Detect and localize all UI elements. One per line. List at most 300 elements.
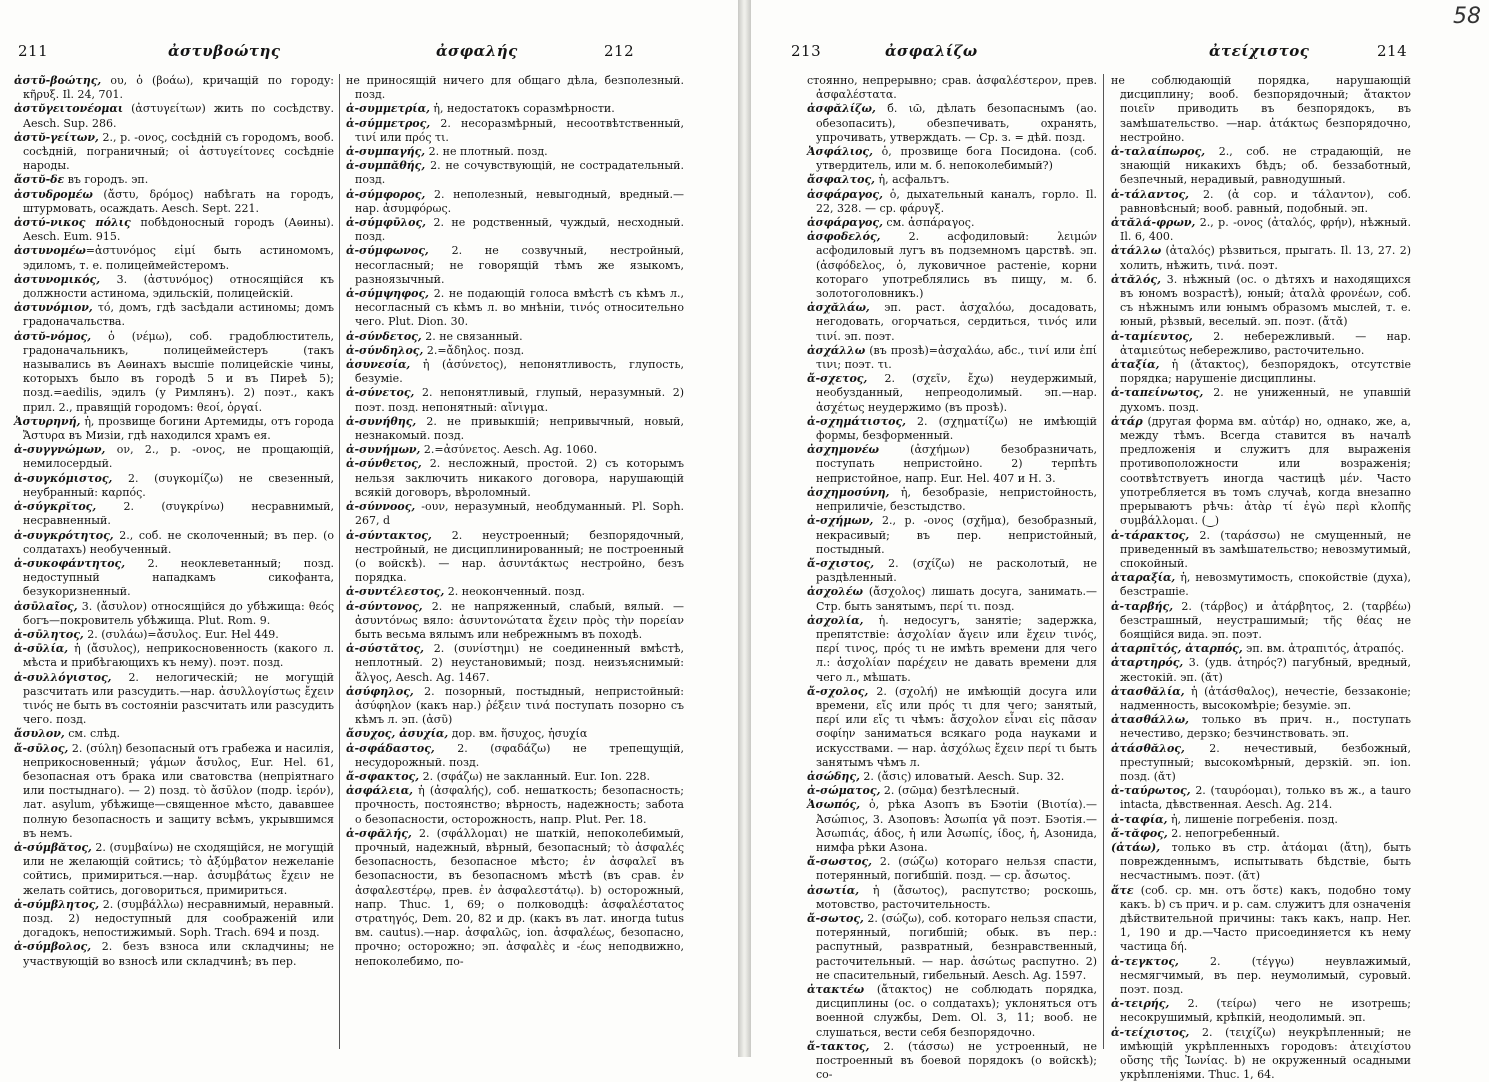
entry-definition: 2. небережливый. — нар. ἀταμιεύτως небережливо, расточительно. — [1120, 329, 1411, 357]
entry-headword: ἀ-σύμφωνος, — [346, 244, 429, 258]
entry-headword: ἀσώδης, — [807, 769, 860, 783]
entry-definition: 2. несоразмѣрный, несоотвѣтственный, τινί или πρός τι. — [355, 116, 684, 144]
entry-headword: ἀ-συνήμων, — [346, 443, 421, 457]
dictionary-entry — [14, 500, 334, 528]
entry-definition: (другая форма вм. αὐτάρ) но, однако, же, а, между тѣмъ. Всегда ставится въ началѣ предложенія и служитъ для выраженія противоположности или возраженія; соотвѣтствуетъ иногда частицѣ μέν. Часто употребляется въ томъ случаѣ, когда внезапно прерываютъ рѣчь: ἀτὰρ τί ἐγὼ περὶ κλοπῆς συμβάλλομαι. (‿) — [1120, 414, 1411, 528]
guide-word: ἀτείχιστος — [1209, 42, 1310, 60]
entry-headword: ἅτε — [1111, 883, 1134, 897]
entry-headword: ἀ-συλλόγιστος, — [14, 670, 112, 684]
entry-headword: ἀστῠ-νόμος, — [14, 329, 92, 343]
entry-definition: 2. неоконченный. позд. — [444, 585, 585, 599]
entry-definition: не соблюдающій порядка, нарушающій дисциплину; вооб. безпорядочный; ἄτακτον ποιεῖν приводить въ безпорядокъ, въ замѣшательство. —нар. ἀτάκτως безпорядочно, нестройно. — [1111, 74, 1411, 144]
dictionary-entry — [1111, 216, 1411, 244]
dictionary-entry — [1111, 273, 1411, 330]
dictionary-entry — [346, 74, 684, 102]
entry-definition: ἡ, невозмутимость, спокойствіе (духа), безстрашіе. — [1120, 571, 1411, 599]
entry-definition: 2. (τέγγω) неувлажимый, несмягчимый, въ пер. неумолимый, суровый. поэт. позд. — [1120, 954, 1411, 996]
entry-definition: 2. (συμβαίνω) не сходящійся, не могущій или не желающій сойтись; τὸ ἀξύμβατον нежеланіе сойтись, примириться.—нар. ἀσυμβάτως ἔχειν не желать сойтись, договориться, примириться. — [23, 840, 334, 897]
column-divider — [1103, 74, 1104, 1049]
dictionary-entry — [807, 301, 1097, 344]
dictionary-entry — [14, 188, 334, 216]
entry-headword: ἀ-ταλαίπωρος, — [1111, 145, 1206, 159]
dictionary-entry — [807, 1040, 1097, 1082]
dictionary-column — [807, 74, 1097, 1082]
entry-definition: 2. (τειχίζω) неукрѣпленный; не имѣющій укрѣпленныхъ городовъ: ἀτειχίστου οὔσης τῆς Ἰωνίας. b) не окруженный осадными укрѣпленіями. Thuc. 1, 64. — [1120, 1025, 1411, 1082]
entry-headword: ἄ-σφακτος, — [346, 769, 420, 783]
entry-definition: 2. безъ взноса или складчины; не участвующій во взносѣ или складчинѣ; въ пер. — [23, 940, 334, 968]
dictionary-entry — [807, 344, 1097, 372]
entry-headword: ἀ-σύστᾰτος, — [346, 642, 425, 656]
dictionary-entry — [1111, 713, 1411, 741]
entry-headword: ἀ-σύνετος, — [346, 386, 415, 400]
entry-headword: ἀ-σύνδηλος, — [346, 343, 424, 357]
entry-headword: ἀταξία, — [1111, 358, 1160, 372]
entry-definition: 2. (συγκομίζω) не свезенный, неубранный: καρπός. — [23, 471, 334, 499]
dictionary-entry — [14, 557, 334, 600]
dictionary-entry — [14, 330, 334, 415]
dictionary-column — [14, 74, 334, 1049]
dictionary-entry — [346, 529, 684, 586]
entry-definition: 2. нелогическій; не могущій разсчитать или разсудить.—нар. ἀσυλλογίστως ἔχειν τινός не быть въ состояніи разсчитать или разсудить чего. позд. — [23, 670, 334, 727]
entry-definition: 2. (συνίστημι) не соединенный вмѣстѣ, неплотный. 2) неустановимый; позд. неизъяснимый: ἄλγος, Aesch. Ag. 1467. — [355, 642, 684, 684]
entry-definition: ἡ. недосугъ, занятіе; задержка, препятствіе: ἀσχολίαν ἄγειν или ἔχειν τινός, περί τινος, πρός τι не имѣть времени для чего л.: ἀσχολίαν παρέχειν не давать времени для чего л., мѣшать. — [816, 613, 1097, 684]
entry-headword: ἀ-συντέλεστος, — [346, 585, 445, 599]
entry-definition: побѣдоносный городъ (Аѳины). Aesch. Eum. 915. — [23, 216, 334, 244]
book-gutter — [738, 0, 751, 1057]
dictionary-entry — [346, 415, 684, 443]
entry-definition: 2. не плотный. позд. — [425, 145, 548, 159]
dictionary-entry — [14, 74, 334, 102]
entry-definition: (въ прозѣ)=ἀσχαλάω, абс., τινί или ἐπί τινι; поэт. τι. — [816, 343, 1097, 372]
entry-headword: ἄστῠ-δε — [14, 173, 65, 187]
dictionary-entry — [807, 188, 1097, 216]
dictionary-entry — [1111, 1026, 1411, 1082]
entry-headword: ἀστύ-νικος πόλις — [14, 216, 131, 230]
entry-headword: ἀσχολέω — [807, 585, 864, 599]
entry-headword: ἀ-τάλαντος, — [1111, 187, 1189, 201]
entry-definition: ἡ, недостатокъ соразмѣрности. — [429, 102, 615, 116]
entry-definition: ἡ, асфальтъ. — [874, 173, 950, 187]
dictionary-entry — [807, 514, 1097, 557]
entry-definition: 2. не напряженный, слабый, вялый. — ἀσυντόνως вяло: ἀσυντονώτατα ἔχειν πρὸς τὴν πορείαν быть весьма вялымъ или небрежнымъ въ походѣ. — [355, 599, 684, 641]
entry-definition: стоянно, непрерывно; срав. ἀσφαλέστερον, прев. ἀσφαλέστατα. — [807, 74, 1097, 102]
entry-definition: 2. не родственный, чуждый, несходный. позд. — [355, 216, 684, 244]
dictionary-entry — [807, 102, 1097, 145]
dictionary-entry — [1111, 571, 1411, 599]
entry-definition: 2. неоклеветанный; позд. недоступный нападкамъ сикофанта, безукоризненный. — [23, 556, 334, 599]
entry-definition: 3. (удв. ἀτηρός?) пагубный, вредный, жестокій. эп. (ᾰτ) — [1120, 656, 1411, 684]
entry-headword: ἀστυνομέω — [14, 244, 86, 258]
dictionary-entry — [346, 727, 684, 741]
entry-headword: ἀταρπῑτός, ἀταρπός, — [1111, 642, 1243, 656]
dictionary-entry — [1111, 188, 1411, 216]
dictionary-entry — [807, 173, 1097, 187]
entry-headword: ἀσφάραγος, — [807, 187, 883, 201]
entry-definition: 2. не созвучный, нестройный, несогласный; не говорящій тѣмъ же языкомъ, разноязычный. — [355, 244, 684, 286]
entry-definition: 2. (συλάω)=ἄσυλος. Eur. Hel 449. — [83, 627, 279, 641]
entry-definition: ὁ, прозвище бога Посидона. (соб. утвердитель, или м. б. непоколебимый?) — [816, 145, 1097, 173]
entry-headword: ἀ-συγγνώμων, — [14, 443, 106, 457]
entry-definition: 2. (ταράσσω) не смущенный, не приведенный въ замѣшательство; невозмутимый, спокойный. — [1120, 528, 1411, 570]
entry-headword: ἀσχημοσύνη, — [807, 485, 890, 499]
entry-headword: ἀ-σύννοος, — [346, 500, 416, 514]
dictionary-entry — [14, 600, 334, 628]
guide-word: ἀσφαλίζω — [885, 42, 978, 60]
entry-definition: 2. (σφάζω) не закланный. Eur. Ion. 228. — [419, 769, 650, 783]
dictionary-entry — [14, 301, 334, 329]
entry-headword: ἀ-ταρβής, — [1111, 599, 1174, 613]
dictionary-entry — [1111, 642, 1411, 656]
entry-headword: ἀ-ταφία, — [1111, 812, 1168, 826]
entry-definition: 2. непонятливый, глупый, неразумный. 2) поэт. позд. непонятный: αἴνιγμα. — [355, 386, 684, 414]
entry-headword: ἀ-σχήμων, — [807, 514, 874, 528]
dictionary-entry — [807, 372, 1097, 415]
dictionary-entry — [807, 486, 1097, 514]
entry-headword: ἄσφαλτος, — [807, 173, 875, 187]
dictionary-entry — [346, 742, 684, 770]
entry-headword: ἀ-συμπαγής, — [346, 145, 426, 159]
entry-headword: ἀ-σύγκρῐτος, — [14, 500, 97, 514]
entry-headword: ἀσυνεσία, — [346, 358, 411, 372]
entry-headword: ἀ-τείχιστος, — [1111, 1025, 1190, 1039]
dictionary-entry — [346, 827, 684, 969]
entry-definition: 2.=ἄδηλος. позд. — [423, 343, 525, 357]
entry-definition: 2. не сочувствующій, не сострадательный. позд. — [355, 159, 684, 187]
entry-definition: 2. (τάσσω) не устроенный, не построенный въ боевой порядокъ (о войскѣ); со- — [816, 1039, 1097, 1082]
dictionary-entry — [1111, 841, 1411, 884]
entry-headword: ἀ-ταμίευτος, — [1111, 329, 1193, 343]
entry-definition: ὁ, рѣка Азопъ въ Бэотіи (Βιοτία).— Ἀσώπιος, 3. Азоповъ: Ἀσωπία γᾶ поэт. Бэотія.—Ἀσωπιάς, άδος, ἡ или Ἀσωπίς, ίδος, ἡ, Азонида, нимфа рѣки Азона. — [816, 798, 1097, 854]
dictionary-entry — [1111, 386, 1411, 414]
dictionary-entry — [807, 912, 1097, 983]
dictionary-entry — [14, 671, 334, 728]
dictionary-entry — [1111, 600, 1411, 643]
entry-definition: см. ἀσπάραγος. — [882, 216, 975, 230]
entry-definition: 2. (ἀ сор. и τάλαντον), соб. равновѣсный; вооб. равный, подобный. эп. — [1120, 187, 1411, 215]
page-number: 212 — [604, 42, 635, 60]
entry-headword: Ἀσωπός, — [807, 798, 861, 812]
entry-headword: ἄ-σῡλος, — [14, 741, 69, 755]
dictionary-entry — [1111, 330, 1411, 358]
dictionary-entry — [346, 330, 684, 344]
entry-definition: -ουν, неразумный, необдуманный. Pl. Soph. 267, d — [355, 500, 684, 528]
entry-headword: ἀ-τεγκτος, — [1111, 954, 1179, 968]
entry-headword: ἀτασθᾰλία, — [1111, 684, 1185, 698]
entry-definition: въ городъ. эп. — [64, 173, 149, 187]
dictionary-entry — [14, 529, 334, 557]
entry-definition: =ἀστυνόμος εἰμί быть астиномомъ, эдиломъ, т. е. полицеймейстеромъ. — [23, 244, 334, 272]
dictionary-entry — [807, 685, 1097, 770]
entry-headword: ἄ-τᾰφος, — [1111, 826, 1168, 840]
dictionary-entry — [1111, 884, 1411, 955]
dictionary-entry — [1111, 358, 1411, 386]
entry-definition: ἡ (ἄσωτος), распутство; роскошь, мотовство, расточительность. — [816, 883, 1097, 911]
entry-headword: ἄ-σχολος, — [807, 684, 869, 698]
entry-definition: не приносящій ничего для общаго дѣла, безполезный. позд. — [346, 74, 684, 102]
page-number: 214 — [1377, 42, 1408, 60]
dictionary-entry — [14, 173, 334, 187]
entry-definition: только въ прич. н., поступать нечестиво, дерзко; безчинствовать. эп. — [1120, 713, 1411, 741]
entry-headword: ἀστυνομικός, — [14, 272, 101, 286]
entry-headword: ἀσφᾰλίζω, — [807, 102, 876, 116]
entry-definition: 3. нѣжный (ос. о дѣтяхъ и находящихся въ юномъ возрастѣ), юный; ἀταλὰ φρονέων, соб. съ нѣжнымъ или юнымъ образомъ мыслей, т. е. юный, рѣзвый, веселый. эп. поэт. (ἄτᾰ) — [1120, 272, 1411, 329]
dictionary-entry — [346, 244, 684, 287]
entry-headword: ἀτάσθᾰλος, — [1111, 741, 1185, 755]
dictionary-entry — [14, 216, 334, 244]
entry-headword: ἀταρτηρός, — [1111, 656, 1184, 670]
dictionary-entry — [1111, 742, 1411, 785]
entry-headword: ἄ-σχιστος, — [807, 556, 875, 570]
entry-definition: 2., р. -ονος, сосѣдній съ городомъ, вооб. сосѣдній, пограничный; οἱ ἀστυγείτονες сосѣдніе народы. — [23, 130, 334, 173]
dictionary-entry — [346, 358, 684, 386]
entry-definition: 2. не привыкшій; непривычный, новый, незнакомый. позд. — [355, 414, 684, 443]
entry-headword: ἀστυδρομέω — [14, 187, 93, 201]
entry-headword: ἀ-σύμφορος, — [346, 187, 426, 201]
entry-headword: ἀ-σχημάτιστος, — [807, 414, 906, 428]
dictionary-entry — [346, 188, 684, 216]
entry-definition: 2. несложный, простой. 2) съ которымъ нельзя заключить никакого договора, нарушающій всякій договоръ, вѣроломный. — [355, 457, 684, 499]
entry-definition: 2. (συγκρίνω) несравнимый, несравненный. — [23, 500, 334, 528]
entry-definition: ἡ, лишеніе погребенія. позд. — [1167, 812, 1338, 826]
dictionary-column — [1111, 74, 1411, 1082]
dictionary-entry — [14, 727, 334, 741]
entry-headword: ἀ-σύμβλητος, — [14, 897, 100, 911]
entry-definition: 2. (ἄσις) иловатый. Aesch. Sup. 32. — [859, 769, 1065, 783]
entry-headword: ἄσυχος, ἀσυχία, — [346, 727, 449, 741]
entry-definition: 2. не подающій голоса вмѣстѣ съ кѣмъ л., несогласный съ кѣмъ л. во мнѣніи, τινός относительно чего. Plut. Dion. 30. — [355, 287, 684, 329]
entry-definition: (соб. ср. мн. отъ ὅστε) какъ, подобно тому какъ. b) съ прич. и р. сам. служитъ для означенія дѣйствительной причины: такъ какъ, напр. Her. 1, 190 и др.—Часто присоединяется къ нему частица δή. — [1120, 883, 1411, 954]
entry-headword: ἀ-τειρής, — [1111, 997, 1170, 1011]
dictionary-entry — [346, 642, 684, 685]
entry-definition: см. слѣд. — [64, 727, 120, 741]
dictionary-entry — [14, 443, 334, 471]
dictionary-entry — [346, 386, 684, 414]
right-page — [751, 0, 1489, 1082]
entry-headword: ἀτᾰλά-φρων, — [1111, 216, 1196, 230]
dictionary-entry — [807, 230, 1097, 301]
entry-definition: дор. вм. ἥσυχος, ἡσυχία — [448, 727, 588, 741]
entry-definition: 3. (ἄσυλον) относящійся до убѣжища: θεός богъ—покровитель убѣжища. Plut. Rom. 9. — [23, 599, 334, 627]
entry-headword: Ἀσφάλιος, — [807, 145, 873, 159]
dictionary-entry — [14, 898, 334, 941]
entry-definition: ὁ (νέμω), соб. градоблюститель, градоначальникъ, полицеймейстеръ (такъ назывались въ Аѳинахъ высшіе полицейскіе чины, которыхъ было въ городѣ 5 и въ Пиреѣ 5); позд.=aedilis, эдилъ (у Римлянъ). 2) поэт., какъ прил. 2., правящій городомъ: θεοί, ὀργαί. — [23, 329, 334, 414]
entry-definition: 2. асфодиловый: λειμών асфодиловый лугъ въ подземномъ царствѣ. эп. (ἀσφόδελος, ὁ, луковичное растеніе, корни котораго употреблялись въ пищу, м. б. золотоголовникъ.) — [816, 230, 1097, 301]
dictionary-entry — [807, 557, 1097, 585]
entry-definition: (ἄτακτος) не соблюдать порядка, дисциплины (ос. о солдатахъ); уклоняться отъ военной службы, Dem. Ol. 3, 11; вооб. не слушаться, вести себя безпорядочно. — [816, 983, 1097, 1039]
dictionary-entry — [346, 585, 684, 599]
entry-definition: эп. вм. ἀτραπιτός, ἀτραπός. — [1242, 642, 1405, 656]
page-number: 211 — [18, 42, 49, 60]
entry-definition: 2. (σχηματίζω) не имѣющій формы, безформенный. — [816, 414, 1097, 443]
entry-headword: ἀ-συκοφάντητος, — [14, 556, 126, 570]
entry-definition: (ἀταλός) рѣзвиться, прыгать. Il. 13, 27. 2) холить, нѣжить, τινά. поэт. — [1120, 244, 1411, 272]
dictionary-entry — [14, 131, 334, 174]
entry-definition: 2. (τάρβος) и ἀτάρβητος, 2. (ταρβέω) безстрашный, неустрашимый; τῆς θέας не боящійся вида. эп. поэт. — [1120, 599, 1411, 641]
entry-headword: ἀ-σώματος, — [807, 784, 881, 798]
dictionary-entry — [346, 117, 684, 145]
dictionary-entry — [346, 145, 684, 159]
dictionary-entry — [807, 983, 1097, 1040]
dictionary-entry — [14, 415, 334, 443]
entry-headword: ἄ-σωστος, — [807, 855, 872, 869]
entry-definition: τό, домъ, гдѣ засѣдали астиномы; домъ градоначальства. — [23, 301, 334, 329]
dictionary-entry — [1111, 145, 1411, 188]
entry-definition: 2. (σχεῖν, ἔχω) неудержимый, необузданный, непреодолимый. эп.—нар. ἀσχέτως неудержимо (въ прозѣ). — [816, 372, 1097, 414]
entry-headword: ἀσωτία, — [807, 883, 860, 897]
dictionary-entry — [807, 884, 1097, 912]
entry-headword: ἀτᾰλός, — [1111, 272, 1161, 286]
entry-definition: 3. (ἀστυνόμος) относящійся къ должности астинома, эдильскій, полицейскій. — [23, 272, 334, 301]
dictionary-entry — [14, 102, 334, 130]
entry-headword: ἀσφάραγος, — [807, 216, 883, 230]
handwritten-page-mark: 58 — [1453, 4, 1481, 29]
entry-headword: ἀσῡλαῖος, — [14, 599, 78, 613]
entry-headword: ἀτακτέω — [807, 983, 865, 996]
entry-definition: 2., соб. не сколоченный; въ пер. (о солдатахъ) необученный. — [23, 528, 334, 556]
entry-definition: 2. непогребенный. — [1167, 826, 1280, 840]
dictionary-entry — [14, 472, 334, 500]
dictionary-entry — [346, 685, 684, 728]
page-number: 213 — [791, 42, 822, 60]
dictionary-entry — [807, 443, 1097, 486]
left-page — [0, 0, 738, 1057]
entry-definition: 2. (σχίζω) не расколотый, не раздѣленный. — [816, 556, 1097, 585]
guide-word: ἀσφαλής — [436, 42, 518, 60]
entry-headword: ἀ-συμμετρία, — [346, 102, 430, 116]
entry-headword: ἄ-σωτος, — [807, 911, 864, 925]
dictionary-entry — [807, 585, 1097, 613]
entry-headword: ἀ-σύμφῡλος, — [346, 216, 426, 230]
entry-definition: ἡ (ἀσφαλής), соб. нешаткость; безопасность; прочность, постоянство; вѣрность, надежность; забота о безопасности, осторожность, напр. Plut. Per. 18. — [355, 784, 684, 826]
entry-headword: (ἀτάω), — [1111, 840, 1161, 854]
dictionary-entry — [807, 216, 1097, 230]
dictionary-entry — [346, 102, 684, 116]
entry-headword: ἀ-σύμμετρος, — [346, 116, 431, 130]
entry-definition: ἡ, прозвище богини Артемиды, отъ города Ἄστυρα въ Мизіи, гдѣ находился храмъ ея. — [23, 414, 334, 443]
entry-definition: 2. (σφαδάζω) не трепещущій, несудорожный. позд. — [355, 741, 684, 769]
entry-headword: ἀτάρ — [1111, 414, 1143, 428]
entry-definition: ἡ (ἄτακτος), безпорядокъ, отсутствіе порядка; нарушеніе дисциплины. — [1120, 358, 1411, 386]
entry-headword: ἀσφοδελός, — [807, 230, 881, 244]
dictionary-entry — [1111, 955, 1411, 998]
dictionary-entry — [807, 614, 1097, 685]
entry-headword: Ἀστυρηνή, — [14, 414, 81, 428]
entry-definition: (ἄσχολος) лишать досуга, занимать.—Стр. быть занятымъ, περί τι. позд. — [816, 585, 1097, 613]
entry-headword: ἀτασθάλλω, — [1111, 713, 1189, 727]
dictionary-entry — [346, 216, 684, 244]
entry-headword: ἀ-ταπείνωτος, — [1111, 386, 1204, 400]
entry-headword: ἀ-σύνδετος, — [346, 329, 422, 343]
entry-headword: ἀ-σύμψηφος, — [346, 287, 429, 301]
dictionary-entry — [1111, 415, 1411, 529]
dictionary-entry — [1111, 244, 1411, 272]
entry-headword: ἀτάλλω — [1111, 244, 1162, 258]
entry-headword: ἀ-σῡλητος, — [14, 627, 84, 641]
entry-headword: ἀστῠ-γείτων, — [14, 130, 99, 144]
entry-headword: ἀσχᾰλάω, — [807, 301, 870, 315]
dictionary-entry — [346, 159, 684, 187]
entry-definition: ἡ (ἄσυλος), неприкосновенность (какого л. мѣста и прибѣгающихъ къ нему). поэт. позд. — [23, 642, 334, 670]
dictionary-entry — [14, 244, 334, 272]
entry-definition: ἡ (ἀτάσθαλος), нечестіе, беззаконіе; надменность, высокомѣріе; безуміе. эп. — [1120, 684, 1411, 712]
dictionary-entry — [346, 784, 684, 827]
entry-definition: 2., р. -ονος (σχῆμα), безобразный, некрасивый; въ пер. непристойный, постыдный. — [816, 514, 1097, 556]
dictionary-entry — [1111, 784, 1411, 812]
dictionary-entry — [14, 940, 334, 968]
entry-definition: 2. неполезный, невыгодный, вредный.—нар. ἀσυμφόρως. — [355, 187, 684, 215]
entry-definition: 2.=ἀσύνετος. Aesch. Ag. 1060. — [420, 443, 598, 457]
page-header — [0, 42, 738, 64]
dictionary-entry — [1111, 827, 1411, 841]
entry-definition: 2. (τείρω) чего не изотрешь; несокрушимый, крѣпкій, неодолимый. эп. — [1120, 997, 1411, 1025]
dictionary-entry — [346, 287, 684, 330]
entry-headword: ἄ-σχετος, — [807, 372, 868, 386]
entry-definition: 2. позорный, постыдный, непристойный: ἀσύφηλον (какъ нар.) ῥέξειν τινά поступать позорно съ кѣмъ л. эп. (ἀσῦ) — [355, 684, 684, 727]
entry-definition: (ἀστυγείτων) жить по сосѣдству. Aesch. Sup. 286. — [23, 102, 334, 130]
entry-definition: 2. не униженный, не упавшій духомъ. позд. — [1120, 386, 1411, 414]
entry-definition: ὁ, дыхательный каналъ, горло. Il. 22, 328. — ср. φάρυγξ. — [816, 187, 1097, 215]
dictionary-entry — [14, 841, 334, 898]
entry-definition: 2. не связанный. — [421, 329, 523, 343]
entry-definition: 2. (σῶμα) безтѣлесный. — [880, 784, 1020, 798]
entry-headword: ἀ-τάρακτος, — [1111, 528, 1190, 542]
entry-definition: только въ стр. ἀτάομαι (ἄτη), быть поврежденнымъ, испытывать бѣдствіе, быть несчастнымъ. поэт. (ᾰτ) — [1120, 840, 1411, 883]
dictionary-entry — [807, 798, 1097, 855]
dictionary-entry — [346, 344, 684, 358]
dictionary-entry — [1111, 656, 1411, 684]
entry-headword: ἄσυλον, — [14, 727, 65, 741]
entry-definition: 2. (σώζω), соб. котораго нельзя спасти, потерянный, погибшій; обык. въ пер.: распутный, развратный, безнравственный, расточительный. — нар. ἀσώτως распутно. 2) не спасительный, гибельный. Aesch. Ag. 1597. — [816, 911, 1097, 982]
entry-headword: ἀ-συγκρότητος, — [14, 528, 114, 542]
entry-headword: ἀσχημονέω — [807, 443, 879, 457]
entry-headword: ἀ-σφᾰλής, — [346, 826, 412, 840]
dictionary-entry — [14, 642, 334, 670]
dictionary-entry — [346, 457, 684, 500]
entry-headword: ἀστῦ-βοώτης, — [14, 74, 102, 87]
entry-headword: ἀταραξία, — [1111, 571, 1176, 585]
dictionary-entry — [807, 770, 1097, 784]
entry-definition: ον, 2., р. -ονος, не прощающій, немилосердый. — [23, 443, 334, 471]
entry-definition: 2. (ταυρόομαι), только въ ж., а tauro intacta, дѣвственная. Aesch. Ag. 214. — [1120, 784, 1411, 812]
dictionary-entry — [346, 770, 684, 784]
dictionary-entry — [1111, 74, 1411, 145]
column-divider — [339, 74, 340, 1049]
page-header — [751, 42, 1489, 64]
dictionary-entry — [807, 855, 1097, 883]
dictionary-entry — [807, 74, 1097, 102]
entry-definition: 2. (σύλη) безопасный отъ грабежа и насилія, неприкосновенный; γάμων ἄσυλος, Eur. Hel. 61, безопасная отъ брака или сватовства (непріятнаго или постыднаго). — 2) позд. τὸ ἄσῡλον (подр. ἱερόν), лат. asylum, убѣжище—священное мѣсто, дававшее полную безопасность и защиту всѣмъ, укрывшимся въ немъ. — [23, 741, 334, 840]
entry-headword: ἀ-σῡλία, — [14, 642, 69, 656]
guide-word: ἀστυβοώτης — [168, 42, 281, 60]
dictionary-entry — [14, 628, 334, 642]
dictionary-entry — [14, 742, 334, 841]
dictionary-entry — [807, 784, 1097, 798]
entry-definition: 2. (σφάλλομαι) не шаткій, непоколебимый, прочный, надежный, вѣрный, безопасный; τὸ ἀσφαλές безопасность, безопасное мѣсто; ἐν ἀσφαλεῖ въ безопасности, въ безопасномъ мѣстѣ (въ срав. ἐν ἀσφαλεστέρῳ, прев. ἐν ἀσφαλεστάτῳ). b) осторожный, напр. Thuc. 1, 69; о полководцѣ: ἀσφαλέστατος στρατηγός, Dem. 20, 82 и др. (какъ въ лат. иногда tutus вм. cautus).—нар. ἀσφαλῶς, ion. ἀσφαλέως, безопасно, прочно; осторожно; эп. ἀσφαλὲς и -έως неподвижно, непоколебимо, по- — [355, 826, 684, 968]
entry-headword: ἀ-συμπᾰθής, — [346, 159, 426, 173]
dictionary-entry — [346, 500, 684, 528]
dictionary-column — [346, 74, 684, 1049]
entry-headword: ἀ-ταύρωτος, — [1111, 784, 1191, 798]
entry-definition: 2. (σχολή) не имѣющій досуга или времени, εἴς или πρός τι для чего; занятый, περί или εἴς τι чѣмъ: ἄσχολον εἶναι εἰς πᾶσαν σοφίην заниматься всякаго рода науками и искусствами. — нар. ἀσχόλως ἔχειν περί τι быть занятымъ чѣмъ л. — [816, 684, 1097, 769]
dictionary-entry — [1111, 685, 1411, 713]
entry-headword: ἀ-σύντακτος, — [346, 528, 432, 542]
dictionary-entry — [807, 145, 1097, 173]
entry-headword: ἀ-σύμβολος, — [14, 940, 92, 954]
entry-definition: 2. неустроенный; безпорядочный, нестройный, не дисциплинированный; не построенный (о войскѣ). — нар. ἀσυντάκτως нестройно, безъ порядка. — [355, 528, 684, 585]
entry-headword: ἀσχάλλω — [807, 343, 866, 357]
entry-definition: ου, ὁ (βοάω), кричащій по городу: κῆρυξ. Il. 24, 701. — [23, 74, 334, 102]
dictionary-entry — [1111, 997, 1411, 1025]
